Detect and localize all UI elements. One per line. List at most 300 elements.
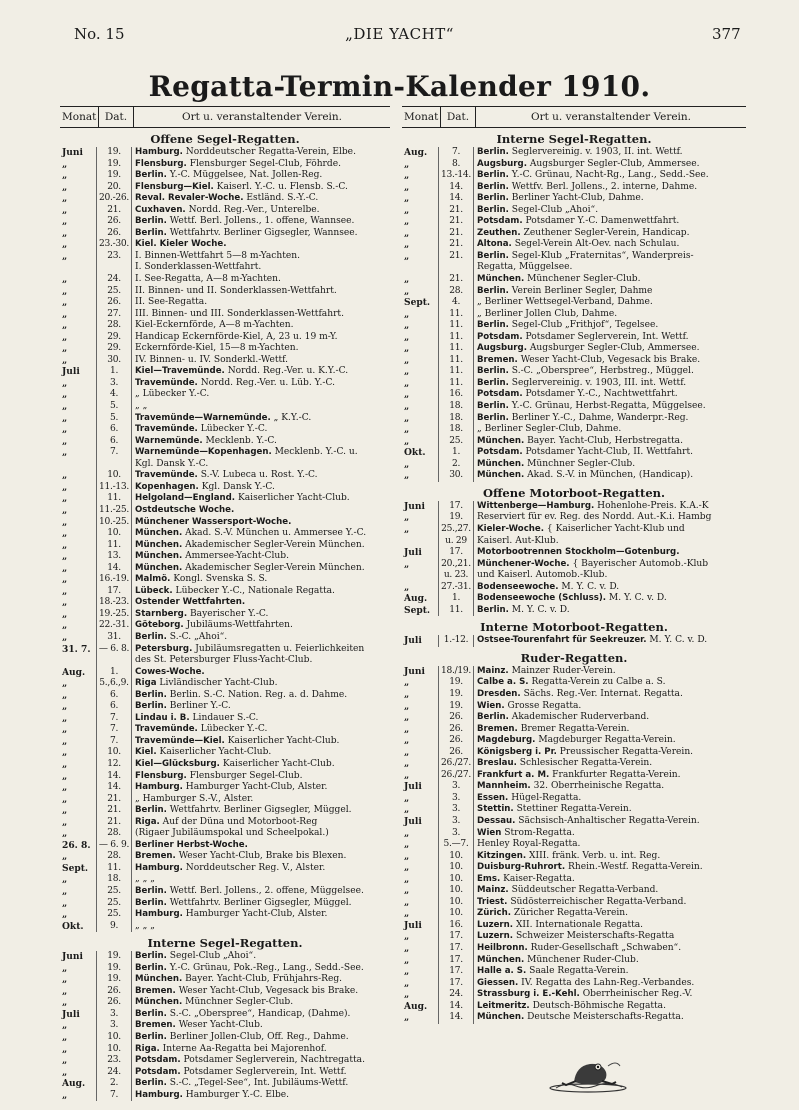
place-name: Breslau. bbox=[477, 758, 517, 769]
month-cell: „ bbox=[404, 435, 410, 447]
table-row bbox=[402, 931, 746, 943]
table-row bbox=[402, 309, 746, 321]
month-cell: „ bbox=[404, 216, 410, 228]
place-name: Hamburg. bbox=[135, 782, 183, 793]
place-name: Kieler-Woche. bbox=[477, 523, 545, 534]
table-row bbox=[402, 424, 746, 436]
place-name: Bremen. bbox=[135, 851, 176, 862]
table-row bbox=[60, 655, 390, 667]
month-cell: „ bbox=[62, 250, 68, 262]
venue-cell: Berlin. Wettf. Berl. Jollens., 1. offene, Wannsee. bbox=[135, 216, 355, 227]
month-cell: „ bbox=[404, 769, 410, 781]
place-name: Heilbronn. bbox=[477, 943, 528, 953]
place-name: Cowes-Woche. bbox=[135, 666, 205, 677]
section-title: Offene Segel-Regatten. bbox=[150, 132, 300, 146]
venue-cell: Duisburg-Ruhrort. Rhein.-Westf. Regatta-Verein. bbox=[477, 862, 703, 873]
venue-cell: Travemünde—Warnemünde. „ K.Y.-C. bbox=[135, 412, 312, 423]
venue-cell: Dessau. Sächsisch-Anhaltischer Regatta-Verein. bbox=[477, 815, 700, 826]
venue-cell bbox=[474, 547, 746, 559]
venue-cell bbox=[132, 840, 390, 852]
table-row bbox=[402, 885, 746, 897]
date-cell: 23. bbox=[96, 1055, 132, 1067]
month-cell: „ bbox=[62, 735, 68, 747]
place-name: Kiel—Glücksburg. bbox=[135, 758, 220, 769]
month-cell: „ bbox=[62, 793, 68, 805]
venue-cell bbox=[132, 517, 390, 529]
place-name: Kiel—Travemünde. bbox=[135, 366, 225, 377]
month-cell: Juli bbox=[404, 547, 422, 559]
month-cell: „ bbox=[62, 1020, 68, 1032]
place-name: Travemünde. bbox=[135, 424, 198, 435]
month-cell: 31. 7. bbox=[62, 643, 91, 655]
month-cell: „ bbox=[62, 470, 68, 482]
date-cell: 30. bbox=[438, 470, 474, 482]
month-cell: „ bbox=[404, 792, 410, 804]
place-name: Dresden. bbox=[477, 688, 521, 699]
place-name: Triest. bbox=[477, 896, 508, 907]
venue-cell: Travemünde. S.-V. Lubeca u. Rost. Y.-C. bbox=[135, 470, 318, 481]
venue-cell: Berlin. Wettfv. Berl. Jollens., 2. interne, Dahme. bbox=[477, 181, 698, 192]
date-cell: 19. bbox=[96, 963, 132, 975]
table-row bbox=[60, 701, 390, 713]
venue-cell: Hamburg. Hamburger Yacht-Club, Alster. bbox=[135, 782, 328, 793]
month-cell: Juli bbox=[404, 815, 422, 827]
venue-cell: München. Akad. S.-V. in München, (Handicap). bbox=[477, 470, 694, 481]
venue-cell: Mannheim. 32. Oberrheinische Regatta. bbox=[477, 781, 665, 792]
month-cell: „ bbox=[404, 250, 410, 262]
month-cell: „ bbox=[62, 758, 68, 770]
venue-cell: Mainz. Mainzer Ruder-Verein. bbox=[477, 665, 616, 676]
table-row bbox=[60, 205, 390, 217]
section-title: Interne Motorboot-Regatten. bbox=[480, 620, 668, 635]
venue-cell: Kiel-Eckernförde, A—8 m-Yachten. bbox=[135, 320, 294, 331]
table-row bbox=[60, 597, 390, 609]
table-row bbox=[402, 413, 746, 425]
date-cell: 29. bbox=[96, 332, 132, 344]
table-row bbox=[60, 1067, 390, 1079]
month-cell: „ bbox=[404, 193, 410, 205]
table-row bbox=[402, 262, 746, 274]
month-cell: „ bbox=[404, 885, 410, 897]
place-name: München. bbox=[135, 997, 183, 1008]
month-cell: „ bbox=[62, 216, 68, 228]
date-cell: 21. bbox=[438, 274, 474, 286]
venue-cell: München. Münchener Segler-Club. bbox=[477, 274, 641, 285]
month-cell: „ bbox=[62, 678, 68, 690]
month-cell: „ bbox=[62, 204, 68, 216]
venue-cell: Hamburg. Norddeutscher Regatta-Verein, Elbe. bbox=[135, 147, 356, 157]
date-cell: 21. bbox=[438, 228, 474, 240]
date-cell: 27.-31. bbox=[438, 582, 474, 594]
date-cell: 3. bbox=[438, 816, 474, 828]
month-cell: „ bbox=[404, 377, 410, 389]
table-row bbox=[60, 782, 390, 794]
table-row bbox=[402, 666, 746, 678]
table-row bbox=[60, 239, 390, 251]
month-cell: „ bbox=[62, 481, 68, 493]
place-name: Travemünde—Warnemünde. bbox=[135, 412, 271, 423]
table-row bbox=[60, 459, 390, 471]
venue-cell: Berlin. Segel-Club „Ahoi“. bbox=[135, 951, 257, 962]
venue-cell: Henley Royal-Regatta. bbox=[477, 839, 581, 850]
month-cell: „ bbox=[404, 523, 410, 535]
month-cell: „ bbox=[404, 746, 410, 758]
venue-cell: Wien. Grosse Regatta. bbox=[477, 700, 582, 711]
place-name: Berlin. bbox=[135, 689, 167, 700]
table-row bbox=[60, 1020, 390, 1032]
venue-cell bbox=[132, 667, 390, 679]
month-cell: „ bbox=[62, 805, 68, 817]
date-cell: 14. bbox=[96, 771, 132, 783]
date-cell: 26. bbox=[438, 735, 474, 747]
venue-cell: Berlin. Berliner Jollen-Club, Off. Reg., Dahme. bbox=[135, 1032, 349, 1043]
date-cell: 21. bbox=[96, 817, 132, 829]
venue-cell: Reserviert für ev. Reg. des Nordd. Aut.-K.i. Hambg bbox=[477, 512, 712, 523]
date-cell: — 6. 9. bbox=[96, 840, 132, 852]
place-name: München. bbox=[135, 974, 183, 985]
venue-cell: Kopenhagen. Kgl. Dansk Y.-C. bbox=[135, 481, 275, 492]
month-cell: „ bbox=[62, 816, 68, 828]
place-name: München. bbox=[477, 470, 525, 481]
date-cell: 24. bbox=[96, 274, 132, 286]
venue-cell: Kitzingen. XIII. fränk. Verb. u. int. Reg. bbox=[477, 850, 661, 861]
month-cell bbox=[402, 262, 438, 274]
table-row bbox=[60, 690, 390, 702]
venue-cell: Augsburg. Augsburger Segler-Club, Ammersee. bbox=[477, 158, 700, 169]
month-cell: „ bbox=[62, 504, 68, 516]
month-cell: Aug. bbox=[404, 593, 428, 605]
month-cell: „ bbox=[404, 558, 410, 570]
date-cell: 1.-12. bbox=[438, 635, 474, 647]
date-cell: 11. bbox=[438, 378, 474, 390]
place-name: München. bbox=[477, 458, 525, 469]
table-row bbox=[402, 920, 746, 932]
place-name: Berlin. bbox=[135, 805, 167, 816]
venue-cell: Wittenberge—Hamburg. Hohenlohe-Preis. K.A.-K bbox=[477, 500, 709, 511]
month-cell: „ bbox=[62, 158, 68, 170]
month-cell: „ bbox=[62, 962, 68, 974]
month-cell: „ bbox=[404, 850, 410, 862]
place-name: Bremen. bbox=[477, 354, 518, 365]
venue-cell: Berlin. Wettf. Berl. Jollens., 2. offene, Müggelsee. bbox=[135, 886, 364, 896]
venue-cell: Helgoland—England. Kaiserlicher Yacht-Club. bbox=[135, 493, 350, 504]
month-cell: Juli bbox=[404, 635, 422, 647]
venue-cell: „ „ „ bbox=[135, 920, 155, 931]
table-row bbox=[402, 297, 746, 309]
date-cell: 5.—7. bbox=[438, 839, 474, 851]
month-cell: „ bbox=[404, 354, 410, 366]
place-name: Helgoland—England. bbox=[135, 493, 236, 504]
date-cell: 10. bbox=[438, 862, 474, 874]
venue-cell: Berlin. Akademischer Ruderverband. bbox=[477, 712, 650, 723]
place-name: Kopenhagen. bbox=[135, 481, 199, 492]
venue-cell: Riga Livländischer Yacht-Club. bbox=[135, 678, 278, 689]
place-name: Bremen. bbox=[477, 723, 518, 734]
date-cell: 10. bbox=[438, 885, 474, 897]
venue-cell: Malmö. Kongl. Svenska S. S. bbox=[135, 574, 268, 585]
table-row bbox=[402, 501, 746, 513]
place-name: Berlin. bbox=[135, 1078, 167, 1089]
venue-cell: Zürich. Züricher Regatta-Verein. bbox=[477, 908, 629, 919]
venue-cell: Berlin. M. Y. C. v. D. bbox=[477, 604, 570, 615]
table-row bbox=[402, 605, 746, 617]
month-cell: Juni bbox=[62, 147, 83, 158]
month-cell: „ bbox=[404, 512, 410, 524]
table-row bbox=[402, 524, 746, 536]
table-row bbox=[402, 593, 746, 605]
date-cell: 26. bbox=[96, 228, 132, 240]
venue-cell: Kgl. Dansk Y.-C. bbox=[135, 458, 209, 469]
venue-cell: Flensburg. Flensburger Segel-Club. bbox=[135, 770, 303, 781]
section-title: Offene Motorboot-Regatten. bbox=[482, 485, 666, 500]
month-cell: „ bbox=[62, 997, 68, 1009]
place-name: Potsdam. bbox=[135, 1055, 181, 1066]
venue-cell: Berlin. Berliner Yacht-Club, Dahme. bbox=[477, 193, 644, 204]
date-cell: 11. bbox=[96, 493, 132, 505]
month-cell: „ bbox=[404, 204, 410, 216]
place-name: Lübeck. bbox=[135, 585, 173, 596]
table-row bbox=[402, 193, 746, 205]
place-name: Kitzingen. bbox=[477, 850, 527, 861]
venue-cell: Lübeck. Lübecker Y.-C., Nationale Regatta. bbox=[135, 585, 335, 596]
place-name: Königsberg i. Pr. bbox=[477, 746, 557, 757]
venue-cell: Berlin. Y.-C. Grünau, Nacht-Rg., Lang., Sedd.-See. bbox=[477, 170, 709, 181]
venue-cell: Warnemünde. Mecklenb. Y.-C. bbox=[135, 435, 277, 446]
month-cell: „ bbox=[404, 677, 410, 689]
date-cell: 14. bbox=[438, 1001, 474, 1013]
place-name: München. bbox=[135, 551, 183, 562]
date-cell: 7. bbox=[96, 1090, 132, 1102]
date-cell: 21. bbox=[96, 205, 132, 217]
venue-cell: Bremen. Weser Yacht-Club. bbox=[135, 1020, 263, 1031]
venue-cell: Frankfurt a. M. Frankfurter Regatta-Verein. bbox=[477, 769, 681, 780]
place-name: Ems. bbox=[477, 873, 501, 884]
table-row bbox=[60, 517, 390, 529]
table-row bbox=[402, 343, 746, 355]
place-name: München. bbox=[477, 274, 525, 285]
table-row bbox=[402, 378, 746, 390]
venue-cell: Leitmeritz. Deutsch-Böhmische Regatta. bbox=[477, 1000, 666, 1011]
venue-cell: Berlin. Y.-C. Grünau, Pok.-Reg., Lang., Sedd.-See. bbox=[135, 962, 364, 973]
date-cell: 1. bbox=[96, 667, 132, 679]
date-cell: 19. bbox=[96, 147, 132, 159]
table-row bbox=[60, 355, 390, 367]
date-cell: 6. bbox=[96, 436, 132, 448]
place-name: Berlin. bbox=[135, 886, 167, 896]
venue-cell: III. Binnen- und III. Sonderklassen-Wettfahrt. bbox=[135, 308, 344, 319]
date-cell: 5. bbox=[96, 401, 132, 413]
table-row bbox=[402, 689, 746, 701]
place-name: Berlin. bbox=[477, 147, 509, 157]
place-name: Berlin. bbox=[135, 897, 167, 908]
month-cell: „ bbox=[62, 193, 68, 205]
table-row bbox=[60, 470, 390, 482]
header-ort: Ort u. veranstaltender Verein. bbox=[530, 111, 692, 123]
date-cell: 20.-26. bbox=[96, 193, 132, 205]
place-name: Reval. Revaler-Woche. bbox=[135, 193, 244, 204]
venue-cell: Cuxhaven. Nordd. Reg.-Ver., Unterelbe. bbox=[135, 204, 320, 215]
date-cell: 31. bbox=[96, 632, 132, 644]
place-name: Zürich. bbox=[477, 908, 512, 919]
venue-cell: Petersburg. Jubiläumsregatten u. Feierlichkeiten bbox=[135, 643, 365, 654]
table-row bbox=[402, 274, 746, 286]
month-cell bbox=[402, 536, 438, 548]
table-row bbox=[402, 1012, 746, 1024]
month-cell bbox=[60, 459, 96, 471]
table-row bbox=[402, 943, 746, 955]
venue-cell: Bremen. Weser Yacht-Club, Brake bis Blexen. bbox=[135, 851, 347, 862]
right-body bbox=[402, 128, 746, 1024]
place-name: Bremen. bbox=[135, 985, 176, 996]
venue-cell: Berlin. Wettfahrtv. Berliner Gigsegler, Müggel. bbox=[135, 805, 352, 816]
place-name: Bodenseewoche (Schluss). bbox=[477, 593, 607, 604]
journal-title: „DIE YACHT“ bbox=[345, 25, 454, 43]
venue-cell: Calbe a. S. Regatta-Verein zu Calbe a. S. bbox=[477, 677, 666, 688]
place-name: Berlin. bbox=[135, 1032, 167, 1043]
venue-cell: Berlin. Seglervereinig. v. 1903, II. int. Wettf. bbox=[477, 147, 683, 157]
date-cell: 19. bbox=[96, 974, 132, 986]
table-row bbox=[60, 378, 390, 390]
place-name: Flensburg—Kiel. bbox=[135, 181, 214, 192]
month-cell: Okt. bbox=[62, 920, 84, 932]
date-cell: 25. bbox=[96, 909, 132, 921]
table-row bbox=[402, 712, 746, 724]
month-cell: „ bbox=[62, 1032, 68, 1044]
place-name: Mannheim. bbox=[477, 781, 531, 792]
place-name: Berlin. bbox=[135, 631, 167, 642]
table-row bbox=[402, 286, 746, 298]
place-name: Bodenseewoche. bbox=[477, 581, 559, 592]
date-cell: 8. bbox=[438, 159, 474, 171]
table-row bbox=[402, 459, 746, 471]
date-cell: 19. bbox=[96, 170, 132, 182]
month-cell: „ bbox=[404, 688, 410, 700]
month-cell: „ bbox=[62, 551, 68, 563]
section-title: Interne Segel-Regatten. bbox=[496, 132, 652, 146]
page-title: Regatta-Termin-Kalender 1910. bbox=[148, 70, 651, 103]
month-cell: „ bbox=[62, 747, 68, 759]
place-name: Flensburg. bbox=[135, 158, 187, 169]
place-name: München. bbox=[135, 562, 183, 573]
place-name: Berlin. bbox=[477, 604, 509, 615]
table-row bbox=[60, 1009, 390, 1021]
table-row bbox=[60, 874, 390, 886]
date-cell: 25. bbox=[96, 898, 132, 910]
month-cell: Sept. bbox=[404, 297, 431, 309]
table-row bbox=[60, 551, 390, 563]
date-cell: 25.,27. bbox=[438, 524, 474, 536]
month-cell: „ bbox=[404, 873, 410, 885]
venue-cell: München. Akademischer Segler-Verein München. bbox=[135, 539, 365, 550]
place-name: Riga bbox=[135, 678, 157, 689]
date-cell: 26. bbox=[96, 216, 132, 228]
table-row bbox=[60, 921, 390, 933]
venue-cell: I. Binnen-Wettfahrt 5—8 m-Yachten. bbox=[135, 250, 301, 261]
table-row bbox=[402, 559, 746, 571]
place-name: Berlin. bbox=[477, 401, 509, 412]
month-cell: „ bbox=[62, 227, 68, 239]
venue-cell: I. Sonderklassen-Wettfahrt. bbox=[135, 262, 262, 273]
place-name: Ostender Wettfahrten. bbox=[135, 597, 246, 608]
venue-cell: München. Akademischer Segler-Verein München. bbox=[135, 562, 365, 573]
date-cell: 12. bbox=[96, 759, 132, 771]
month-cell: „ bbox=[404, 735, 410, 747]
date-cell: 11. bbox=[438, 343, 474, 355]
month-cell: „ bbox=[62, 539, 68, 551]
venue-cell: Luzern. XII. Internationale Regatta. bbox=[477, 919, 644, 930]
place-name: Starnberg. bbox=[135, 608, 188, 619]
place-name: Ostsee-Tourenfahrt für Seekreuzer. bbox=[477, 635, 647, 646]
table-row bbox=[60, 147, 390, 159]
date-cell: 10. bbox=[96, 1032, 132, 1044]
place-name: Potsdam. bbox=[477, 331, 523, 342]
month-cell: „ bbox=[62, 343, 68, 355]
place-name: Malmö. bbox=[135, 574, 171, 585]
month-cell: „ bbox=[62, 886, 68, 897]
date-cell: 1. bbox=[438, 593, 474, 605]
venue-cell: Hamburg. Hamburger Yacht-Club, Alster. bbox=[135, 909, 328, 920]
place-name: Mainz. bbox=[477, 665, 509, 676]
venue-cell: II. Binnen- und II. Sonderklassen-Wettfahrt. bbox=[135, 285, 337, 296]
month-cell: „ bbox=[62, 528, 68, 540]
month-cell: „ bbox=[62, 377, 68, 389]
venue-cell: Strassburg i. E.-Kehl. Oberrheinischer Reg.-V. bbox=[477, 989, 693, 1000]
place-name: Giessen. bbox=[477, 977, 519, 988]
venue-cell: Königsberg i. Pr. Preussischer Regatta-Verein. bbox=[477, 746, 694, 757]
month-cell: „ bbox=[404, 239, 410, 251]
month-cell: „ bbox=[404, 943, 410, 954]
month-cell: „ bbox=[62, 724, 68, 736]
month-cell: Juli bbox=[62, 366, 80, 378]
venue-cell: Bodenseewoche (Schluss). M. Y. C. v. D. bbox=[477, 593, 667, 604]
date-cell: 11. bbox=[438, 320, 474, 332]
venue-cell: Travemünde. Lübecker Y.-C. bbox=[135, 724, 268, 735]
place-name: Augsburg. bbox=[477, 343, 527, 354]
date-cell: 10. bbox=[438, 908, 474, 920]
place-name: Berlin. bbox=[135, 701, 167, 712]
place-name: Berlin. bbox=[135, 170, 167, 181]
date-cell: 10. bbox=[438, 897, 474, 909]
table-row bbox=[402, 366, 746, 378]
place-name: Hamburg. bbox=[135, 147, 183, 157]
table-row bbox=[60, 540, 390, 552]
place-name: Hamburg. bbox=[135, 1089, 183, 1100]
header-ort: Ort u. veranstaltender Verein. bbox=[181, 111, 343, 123]
place-name: Berlin. bbox=[477, 285, 509, 296]
place-name: Berliner Herbst-Woche. bbox=[135, 839, 248, 850]
month-cell: „ bbox=[62, 909, 68, 921]
place-name: München. bbox=[477, 435, 525, 446]
place-name: München. bbox=[135, 539, 183, 550]
month-cell: „ bbox=[404, 966, 410, 978]
date-cell: 7. bbox=[96, 713, 132, 725]
date-cell: 24. bbox=[96, 1067, 132, 1079]
month-cell: Juni bbox=[62, 951, 83, 963]
date-cell: 1. bbox=[96, 366, 132, 378]
venue-cell: Travemünde—Kiel. Kaiserlicher Yacht-Club. bbox=[135, 735, 340, 746]
table-row bbox=[60, 724, 390, 736]
month-cell: „ bbox=[404, 700, 410, 712]
table-row bbox=[60, 678, 390, 690]
venue-cell: Flensburg. Flensburger Segel-Club, Föhrde. bbox=[135, 158, 341, 169]
venue-cell: „ „ „ bbox=[135, 874, 155, 885]
date-cell: 25. bbox=[438, 436, 474, 448]
place-name: Motorbootrennen Stockholm—Gotenburg. bbox=[477, 547, 680, 558]
month-cell: „ bbox=[404, 839, 410, 851]
date-cell: 7. bbox=[96, 736, 132, 748]
venue-cell: Berlin. Y.-C. Müggelsee, Nat. Jollen-Reg. bbox=[135, 170, 323, 181]
date-cell: 4. bbox=[96, 389, 132, 401]
